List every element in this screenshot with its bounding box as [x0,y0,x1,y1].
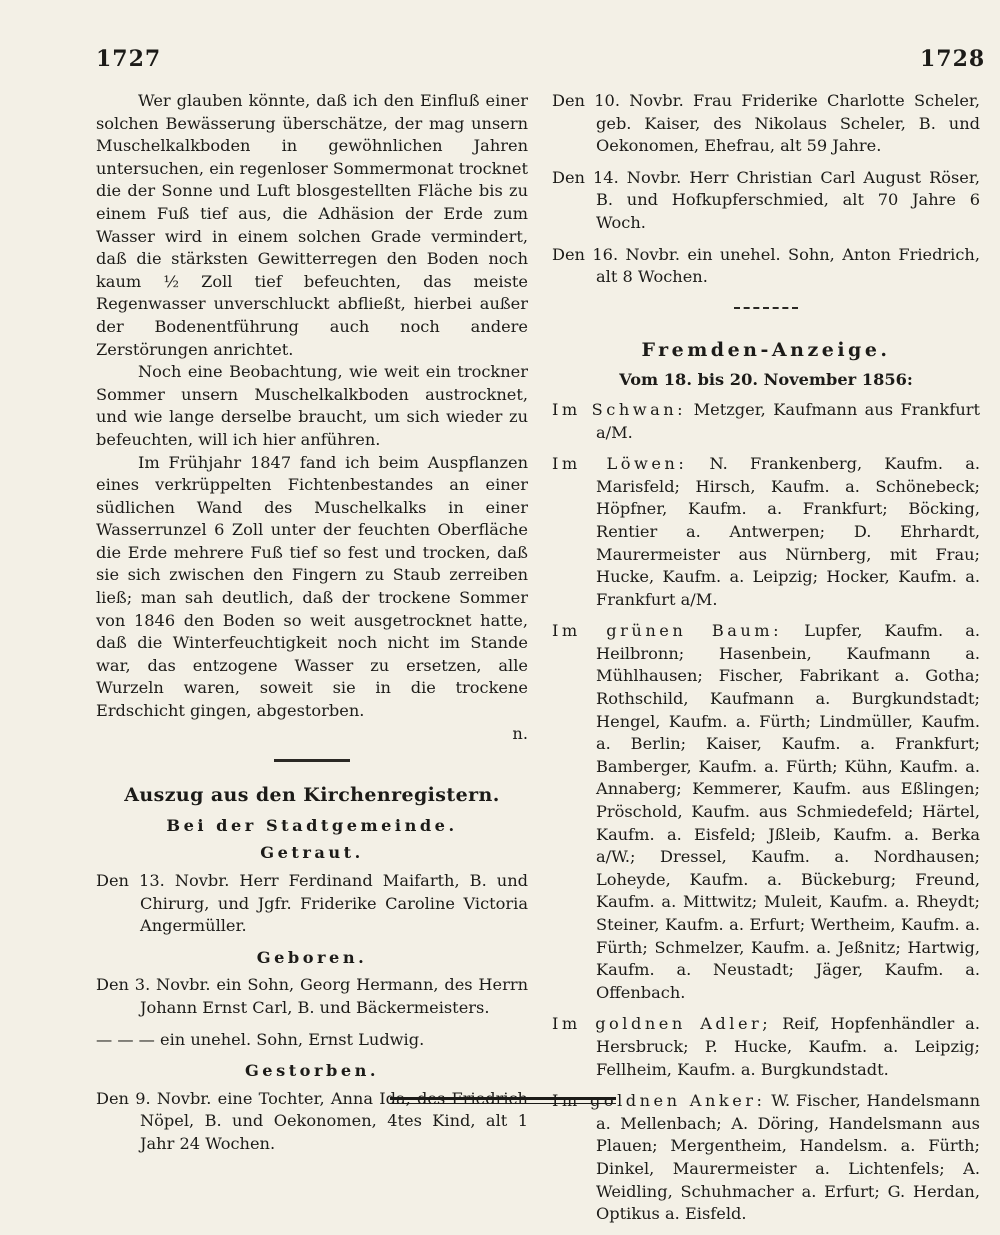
church-register-title: Auszug aus den Kirchenregistern. [124,784,500,807]
visitor-notice-date: Vom 18. bis 20. November 1856: [619,370,913,390]
article-paragraph: Im Frühjahr 1847 fand ich beim Auspflanzen eines verkrüppelten Fichtenbestandes an einer südlichen Wand des Muschelkalks in einer Wasserrunzel 6 Zoll unter der feuchten Oberfläche die Erde mehrere Fuß tief so fest und trocken, daß sie sich zwischen den Fingern zu Staub zerreiben ließ; man sah deutlich, daß der trockene Sommer von 1846 den Boden so weit ausgetrocknet hatte, daß die Winterfeuchtigkeit noch nicht im Stande war, das entzogene Wasser zu ersetzen, alle Wurzeln waren, soweit sie in die trockene Erdschicht gingen, abgestorben. [96,452,528,721]
hotel-entry [552,1013,980,1081]
hotel-guests: Metzger, Kaufmann aus Frankfurt a/M. [596,399,980,442]
hotel-name: Im grünen Baum: [552,621,783,641]
hotel-name: Im goldnen Anker: [552,1091,766,1111]
register-entry: Den 14. Novbr. Herr Christian Carl August Röser, B. und Hofkupferschmied, alt 70 Jahre 6 Woch. [552,167,980,232]
church-register-subtitle: Bei der Stadtgemeinde. [166,815,458,835]
register-entry: Den 13. Novbr. Herr Ferdinand Maifarth, B. und Chirurg, und Jgfr. Friderike Caroline Victoria Angermüller. [96,871,528,936]
births-heading: Geboren. [256,947,368,967]
article-paragraph: Noch eine Beobachtung, wie weit ein trockner Sommer unsern Muschelkalkboden austrocknet, und wie lange derselbe braucht, um sich wieder zu befeuchten, will ich hier anführen. [96,362,528,449]
closing-rule [390,1097,616,1104]
article-signature: n. [512,723,528,743]
register-entry: Den 9. Novbr. eine Tochter, Anna Ida, des Friedrich Nöpel, B. und Oekonomen, 4tes Kind, alt 1 Jahr 24 Wochen. [96,1088,528,1153]
hotel-guests: Lupfer, Kaufm. a. Heilbronn; Hasenbein, Kaufmann a. Mühlhausen; Fischer, Fabrikant a. Gotha; Rothschild, Kaufmann a. Burgkundstadt; Hengel, Kaufm. a. Fürth; Lindmüller, Kaufm. a. Berlin; Kaiser, Kaufm. a. Frankfurt; Bamberger, Kaufm. a. Fürth; Kühn, Kaufm. a. Annaberg; Kemmerer, Kaufm. aus Eßlingen; Pröschold, Kaufm. aus Schmiedefeld; Härtel, Kaufm. a. Eisfeld; Jßleib, Kaufm. a. Berka a/W.; Dressel, Kaufm. a. Nordhausen; Loheyde, Kaufm. a. Bückeburg; Freund, Kaufm. a. Mittwitz; Muleit, Kaufm. a. Rheydt; Steiner, Kaufm. a. Erfurt; Wertheim, Kaufm. a. Fürth; Schmelzer, Kaufm. a. Jeßnitz; Hartwig, Kaufm. a. Neustadt; Jäger, Kaufm. a. Offenbach. [596,621,980,1002]
hotel-entry [552,1090,980,1226]
page-number-left: 1727 [96,46,162,72]
register-entry: Den 16. Novbr. ein unehel. Sohn, Anton Friedrich, alt 8 Wochen. [552,244,980,287]
register-entry: — — — ein unehel. Sohn, Ernst Ludwig. [96,1029,425,1049]
hotel-name: Im goldnen Adler; [552,1014,772,1034]
register-entry: Den 3. Novbr. ein Sohn, Georg Hermann, des Herrn Johann Ernst Carl, B. und Bäckermeisters. [96,975,528,1017]
hotel-guests: W. Fischer, Handelsmann a. Mellenbach; A. Döring, Handelsmann aus Plauen; Mergentheim, Handelsm. a. Fürth; Dinkel, Maurermeister a. Lichtenfels; A. Weidling, Schuhmacher a. Erfurt; G. Herdan, Optikus a. Eisfeld. [596,1091,980,1224]
left-column [96,90,528,1165]
hotel-name: Im Schwan: [552,399,687,419]
hotel-entry [552,620,980,1004]
deaths-heading: Gestorben. [244,1061,380,1081]
section-divider [734,307,798,309]
hotel-entry [552,399,980,444]
article-paragraph: Wer glauben könnte, daß ich den Einfluß einer solchen Bewässerung überschätze, der mag unsern Muschelkalkboden in gewöhnlichen Jahren untersuchen, ein regenloser Sommermonat trocknet die der Sonne und Luft blosgestellten Fläche bis zu einem Fuß tief aus, die Adhäsion der Erde zum Wasser wird in einem solchen Grade vermindert, daß die stärksten Gewitterregen den Boden noch kaum ½ Zoll tief befeuchten, das meiste Regenwasser unverschluckt abfließt, hierbei außer der Bodenentführung auch noch andere Zerstörungen anrichtet. [96,91,528,359]
right-column [552,90,980,1235]
visitor-notice-title: Fremden-Anzeige. [641,338,891,361]
hotel-entry [552,453,980,611]
page-number-right: 1728 [920,46,986,72]
section-divider [274,759,350,762]
register-entry: Den 10. Novbr. Frau Friderike Charlotte Scheler, geb. Kaiser, des Nikolaus Scheler, B. und Oekonomen, Ehefrau, alt 59 Jahre. [552,91,980,156]
marriages-heading: Getraut. [260,843,364,863]
hotel-name: Im Löwen: [552,454,688,474]
hotel-guests: N. Frankenberg, Kaufm. a. Marisfeld; Hirsch, Kaufm. a. Schönebeck; Höpfner, Kaufm. a. Frankfurt; Böcking, Rentier a. Antwerpen; D. Ehrhardt, Maurermeister aus Nürnberg, mit Frau; Hucke, Kaufm. a. Leipzig; Hocker, Kaufm. a. Frankfurt a/M. [596,454,981,609]
hotel-guests: Reif, Hopfenhändler a. Hersbruck; P. Hucke, Kaufm. a. Leipzig; Fellheim, Kaufm. a. Burgkundstadt. [596,1014,980,1079]
